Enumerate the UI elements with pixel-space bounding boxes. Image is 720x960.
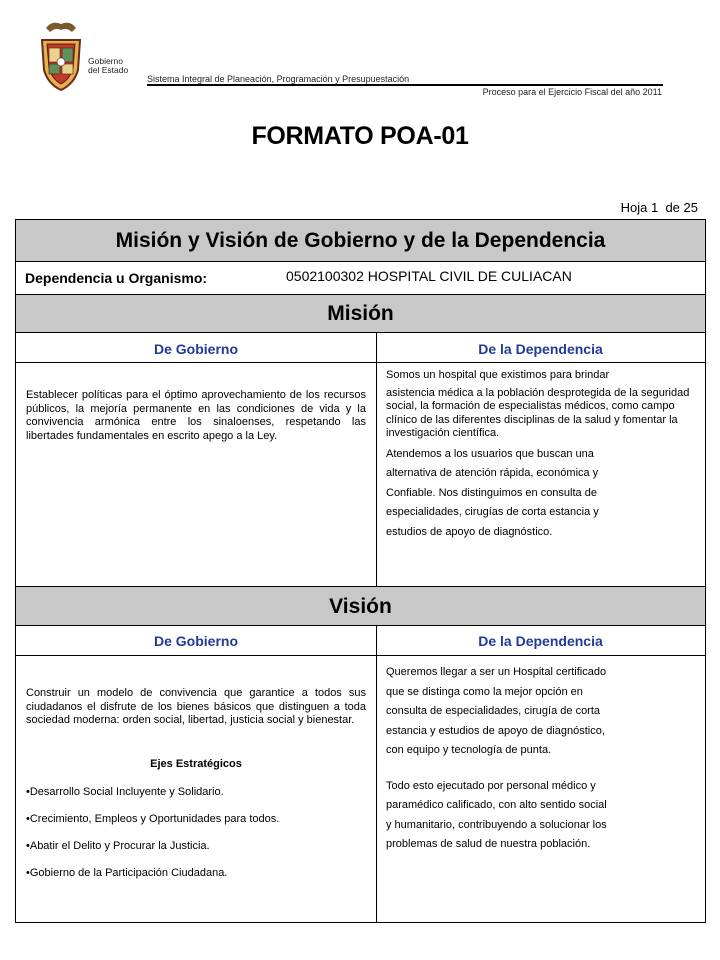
vision-dep-line: estancia y estudios de apoyo de diagnóstico, — [386, 724, 605, 737]
vision-col-gobierno: De Gobierno — [153, 633, 238, 649]
page-current: 1 — [650, 200, 659, 215]
dependency-label: Dependencia u Organismo: — [25, 270, 208, 286]
vision-heading: Visión — [16, 587, 705, 626]
gobierno-del-estado-label — [88, 57, 128, 75]
eje-item: •Gobierno de la Participación Ciudadana. — [26, 867, 228, 879]
mision-gobierno-text: Establecer políticas para el óptimo aprovechamiento de los recursos públicos, la mejoría permanente en las condiciones de vida y la convivencia armónica entre los sinaloenses, respetando las libertades fundamentales en escrito apego a la Ley. — [26, 389, 366, 442]
dependency-row — [16, 262, 705, 295]
mision-vision-table — [15, 219, 706, 923]
mision-dep-line: alternativa de atención rápida, económica y — [386, 467, 599, 479]
vision-dep-line: problemas de salud de nuestra población. — [386, 838, 591, 850]
mision-dep-line: Somos un hospital que existimos para brindar — [386, 369, 610, 381]
mision-col-gobierno: De Gobierno — [153, 341, 238, 357]
vision-dep-line: Queremos llegar a ser un Hospital certificado — [386, 666, 607, 678]
mision-heading: Misión — [16, 295, 705, 333]
vision-col-head-divider — [16, 655, 705, 656]
page-total: 25 — [683, 200, 698, 215]
mision-dependencia-text — [386, 366, 698, 542]
of-label: de — [665, 200, 680, 215]
process-title: Proceso para el Ejercicio Fiscal del año 2011 — [482, 87, 662, 97]
state-seal-icon — [38, 18, 84, 94]
vision-dep-line: con equipo y tecnología de punta. — [386, 744, 552, 756]
header-rule — [147, 84, 663, 86]
mision-dep-line: especialidades, cirugías de corta estancia y — [386, 506, 599, 518]
form-title: FORMATO POA-01 — [251, 122, 469, 150]
vision-dep-line: paramédico calificado, con alto sentido social — [386, 799, 607, 811]
gov-label-line1: Gobierno — [88, 56, 123, 66]
mision-column-divider — [376, 333, 377, 587]
vision-gobierno-text: Construir un modelo de convivencia que garantice a todos sus ciudadanos el disfrute de los bienes básicos que distinguen a toda sociedad moderna: orden social, libertad, justicia social y bienestar. — [26, 687, 366, 726]
ejes-estrategicos-title: Ejes Estratégicos — [150, 758, 242, 770]
page-indicator — [621, 200, 698, 215]
eje-item: •Crecimiento, Empleos y Oportunidades para todos. — [26, 813, 280, 825]
eje-item: •Desarrollo Social Incluyente y Solidario. — [26, 786, 224, 798]
vision-column-divider — [376, 626, 377, 923]
dependency-value: 0502100302 HOSPITAL CIVIL DE CULIACAN — [286, 268, 572, 284]
vision-dependencia-text — [386, 663, 698, 855]
hoja-label: Hoja — [620, 200, 648, 215]
main-heading: Misión y Visión de Gobierno y de la Dependencia — [16, 220, 705, 262]
vision-dep-line: Todo esto ejecutado por personal médico y — [386, 779, 596, 792]
mision-dep-line: Atendemos a los usuarios que buscan una — [386, 447, 594, 460]
mision-col-dependencia: De la Dependencia — [478, 341, 603, 357]
vision-dep-line-blank — [386, 761, 698, 777]
mision-dep-line: asistencia médica a la población desprotegida de la seguridad social, la formación de especialistas médicos, como campo clínico de las diferentes disciplinas de la salud y fomentar la investigación científica. — [386, 386, 690, 439]
vision-dep-line: que se distinga como la mejor opción en — [386, 685, 583, 698]
mision-dep-line: estudios de apoyo de diagnóstico. — [386, 525, 553, 538]
mision-col-head-divider — [16, 362, 705, 363]
vision-dep-line: consulta de especialidades, cirugía de corta — [386, 705, 601, 717]
vision-col-dependencia: De la Dependencia — [478, 633, 603, 649]
eje-item: •Abatir el Delito y Procurar la Justicia. — [26, 840, 210, 852]
vision-dep-line: y humanitario, contribuyendo a solucionar los — [386, 818, 607, 831]
gov-label-line2: del Estado — [88, 65, 129, 75]
system-title: Sistema Integral de Planeación, Programación y Presupuestación — [147, 74, 410, 84]
mision-dep-line: Confiable. Nos distinguimos en consulta de — [386, 486, 597, 499]
